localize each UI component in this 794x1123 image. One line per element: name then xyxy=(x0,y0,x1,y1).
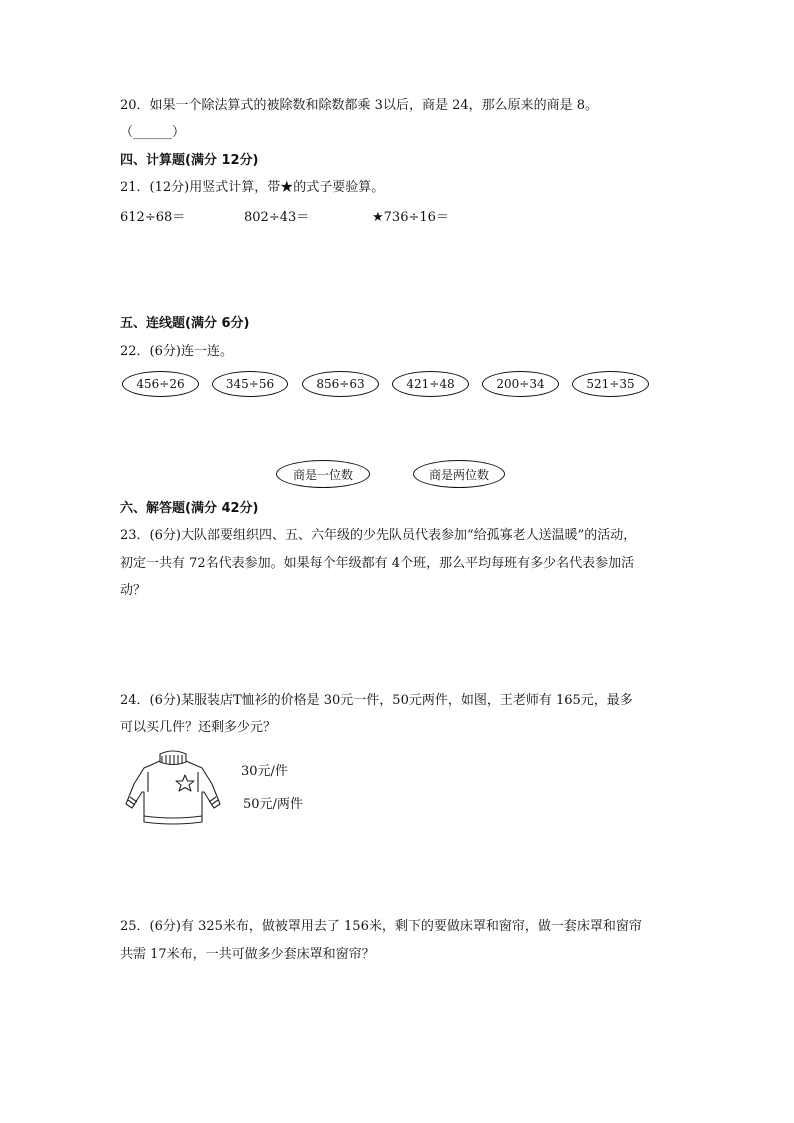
oval-two-digit-quotient[interactable]: 商是两位数 xyxy=(413,460,505,488)
oval-expression-3[interactable]: 856÷63 xyxy=(302,371,379,397)
q21-text: 21．(12分)用竖式计算，带★的式子要验算。 xyxy=(120,180,385,195)
q24-line-2: 可以买几件？还剩多少元？ xyxy=(120,720,277,735)
q25-line-1: 25．(6分)有 325米布，做被罩用去了 156米，剩下的要做床罩和窗帘，做一套床罩和窗帘 xyxy=(120,919,642,934)
oval-single-digit-quotient[interactable]: 商是一位数 xyxy=(276,460,370,488)
q24-line-1: 24．(6分)某服装店T恤衫的价格是 30元一件，50元两件，如图，王老师有 165元，最多 xyxy=(120,693,633,708)
oval-expression-6[interactable]: 521÷35 xyxy=(572,371,649,397)
price-two-pieces: 50元/两件 xyxy=(243,797,303,812)
section4-heading: 四、计算题(满分 12分) xyxy=(120,153,259,168)
q23-line-1: 23．(6分)大队部要组织四、五、六年级的少先队员代表参加“给孤寡老人送温暖”的活动， xyxy=(120,528,637,543)
section5-heading: 五、连线题(满分 6分) xyxy=(120,316,250,331)
oval-expression-5[interactable]: 200÷34 xyxy=(482,371,559,397)
oval-expression-4[interactable]: 421÷48 xyxy=(392,371,469,397)
price-one-piece: 30元/件 xyxy=(241,764,288,779)
oval-expression-1[interactable]: 456÷26 xyxy=(122,371,199,397)
q23-line-2: 初定一共有 72名代表参加。如果每个年级都有 4个班，那么平均每班有多少名代表参加活 xyxy=(120,556,635,571)
q21-expression-1: 612÷68＝ xyxy=(120,210,186,225)
q25-line-2: 共需 17米布，一共可做多少套床罩和窗帘？ xyxy=(120,947,375,962)
q20-answer-blank: （______） xyxy=(120,125,186,140)
sweater-icon xyxy=(122,748,224,828)
q22-text: 22．(6分)连一连。 xyxy=(120,344,233,359)
q21-expression-2: 802÷43＝ xyxy=(244,210,310,225)
section6-heading: 六、解答题(满分 42分) xyxy=(120,501,259,516)
q21-expression-3: ★736÷16＝ xyxy=(372,210,449,225)
oval-expression-2[interactable]: 345÷56 xyxy=(212,371,288,397)
q23-line-3: 动？ xyxy=(120,583,147,598)
q20-text: 20．如果一个除法算式的被除数和除数都乘 3以后，商是 24，那么原来的商是 8。 xyxy=(120,98,599,113)
